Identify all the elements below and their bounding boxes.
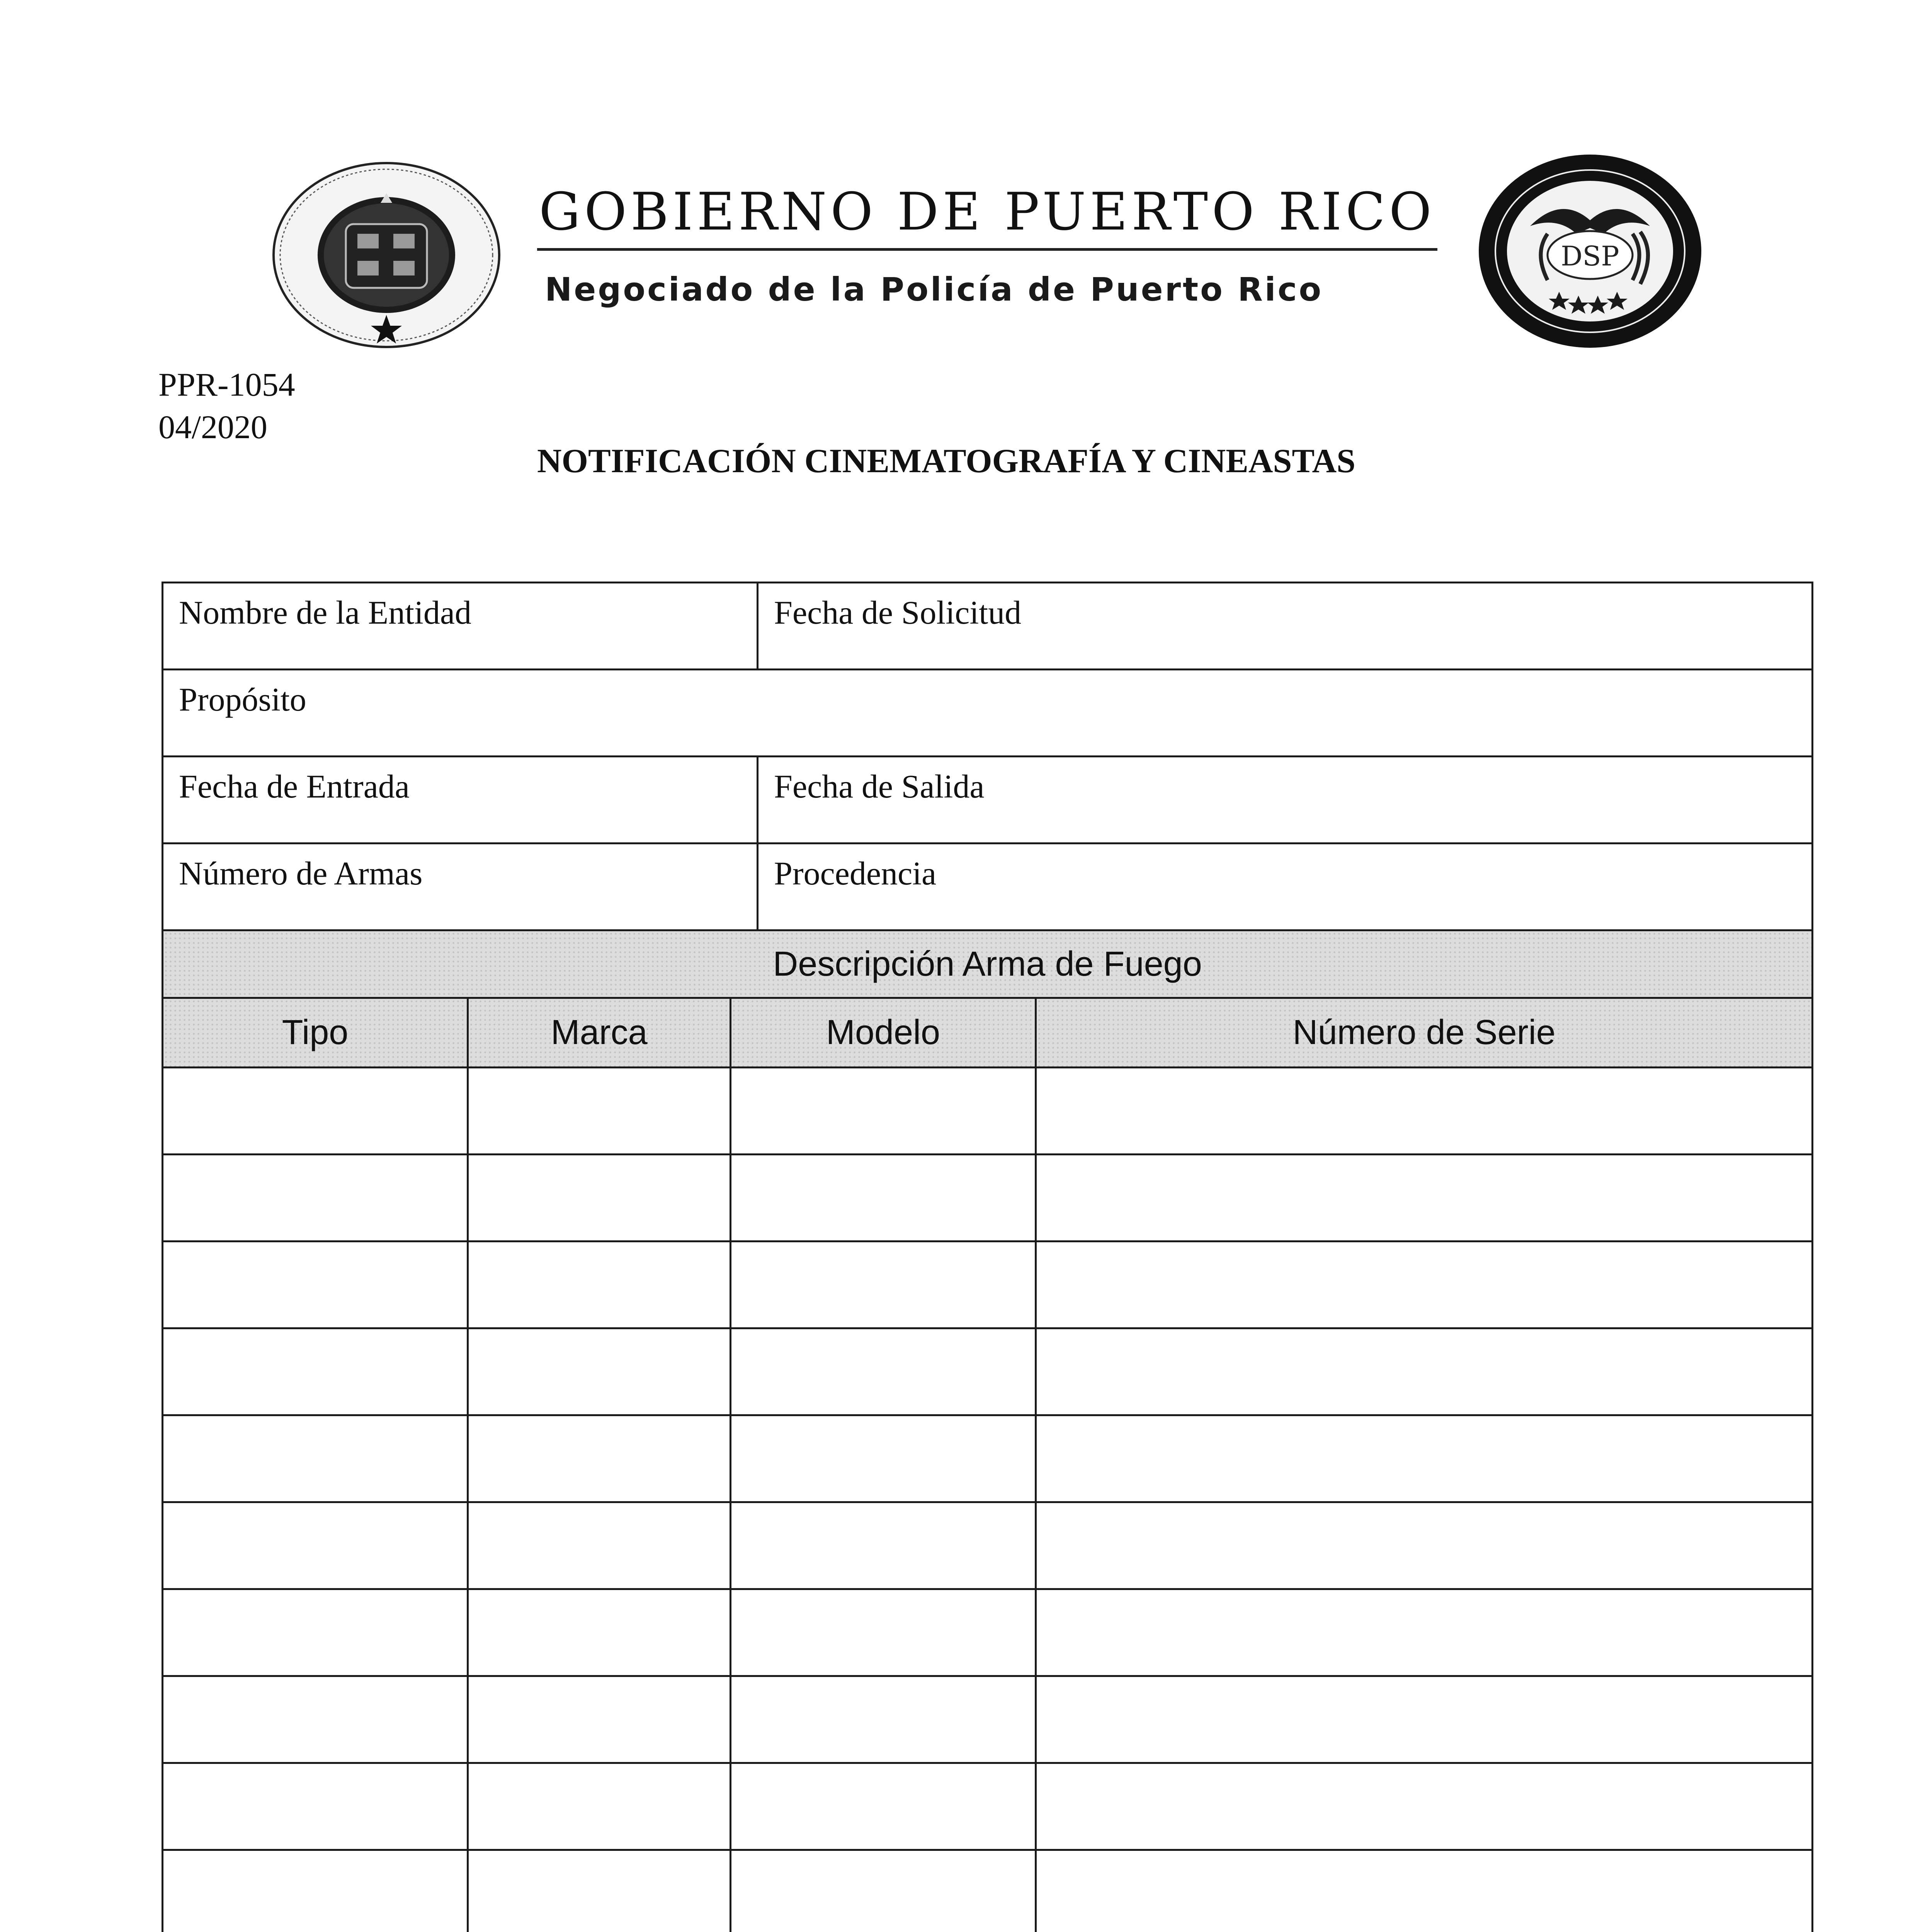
dsp-seal-icon [1476, 153, 1704, 350]
brand-cell[interactable] [468, 1242, 731, 1328]
model-cell[interactable] [731, 1850, 1036, 1932]
model-cell[interactable] [731, 1763, 1036, 1850]
type-cell[interactable] [163, 1068, 468, 1155]
request-date-label: Fecha de Solicitud [774, 594, 1022, 631]
type-cell[interactable] [163, 1763, 468, 1850]
purpose-field[interactable] [163, 670, 1813, 757]
form-row-dates [163, 757, 1813, 844]
brand-cell[interactable] [468, 1415, 731, 1502]
brand-cell[interactable] [468, 1068, 731, 1155]
firearm-row [163, 1328, 1813, 1415]
column-header-serial-number: Número de Serie [1036, 998, 1813, 1068]
agency-subtitle: Negociado de la Policía de Puerto Rico [545, 270, 1323, 308]
brand-cell[interactable] [468, 1850, 731, 1932]
form-row-weapons [163, 844, 1813, 930]
svg-text:DSP: DSP [1561, 240, 1619, 272]
firearm-row [163, 1676, 1813, 1763]
brand-cell[interactable] [468, 1155, 731, 1242]
brand-cell[interactable] [468, 1763, 731, 1850]
serial-number-cell[interactable] [1036, 1676, 1813, 1763]
serial-number-cell[interactable] [1036, 1502, 1813, 1589]
weapon-count-field[interactable] [163, 844, 758, 930]
firearm-section-header-row [163, 930, 1813, 998]
entity-name-label: Nombre de la Entidad [179, 594, 472, 631]
government-seal-icon [270, 160, 502, 350]
column-header-model: Modelo [731, 998, 1036, 1068]
firearm-row [163, 1763, 1813, 1850]
document-title: NOTIFICACIÓN CINEMATOGRAFÍA Y CINEASTAS [537, 442, 1355, 480]
type-cell[interactable] [163, 1242, 468, 1328]
form-code: PPR-1054 [158, 366, 295, 403]
serial-number-cell[interactable] [1036, 1242, 1813, 1328]
title-divider [537, 248, 1437, 251]
type-cell[interactable] [163, 1676, 468, 1763]
column-header-type: Tipo [163, 998, 468, 1068]
model-cell[interactable] [731, 1242, 1036, 1328]
exit-date-label: Fecha de Salida [774, 768, 985, 805]
serial-number-cell[interactable] [1036, 1415, 1813, 1502]
brand-cell[interactable] [468, 1676, 731, 1763]
firearm-row [163, 1502, 1813, 1589]
serial-number-cell[interactable] [1036, 1589, 1813, 1676]
model-cell[interactable] [731, 1415, 1036, 1502]
serial-number-cell[interactable] [1036, 1328, 1813, 1415]
form-revision-date: 04/2020 [158, 408, 267, 446]
firearm-rows [163, 1068, 1813, 1932]
brand-cell[interactable] [468, 1589, 731, 1676]
request-date-field[interactable] [758, 583, 1813, 670]
brand-cell[interactable] [468, 1328, 731, 1415]
firearm-row [163, 1155, 1813, 1242]
exit-date-field[interactable] [758, 757, 1813, 844]
type-cell[interactable] [163, 1850, 468, 1932]
firearm-row [163, 1068, 1813, 1155]
type-cell[interactable] [163, 1155, 468, 1242]
purpose-label: Propósito [179, 681, 306, 718]
model-cell[interactable] [731, 1502, 1036, 1589]
model-cell[interactable] [731, 1068, 1036, 1155]
model-cell[interactable] [731, 1328, 1036, 1415]
firearm-row [163, 1242, 1813, 1328]
model-cell[interactable] [731, 1589, 1036, 1676]
type-cell[interactable] [163, 1502, 468, 1589]
column-header-brand: Marca [468, 998, 731, 1068]
type-cell[interactable] [163, 1415, 468, 1502]
brand-cell[interactable] [468, 1502, 731, 1589]
serial-number-cell[interactable] [1036, 1155, 1813, 1242]
firearm-section-title: Descripción Arma de Fuego [163, 930, 1813, 998]
model-cell[interactable] [731, 1676, 1036, 1763]
firearm-row [163, 1589, 1813, 1676]
serial-number-cell[interactable] [1036, 1850, 1813, 1932]
serial-number-cell[interactable] [1036, 1763, 1813, 1850]
entity-name-field[interactable] [163, 583, 758, 670]
type-cell[interactable] [163, 1328, 468, 1415]
firearm-row [163, 1850, 1813, 1932]
entry-date-label: Fecha de Entrada [179, 768, 410, 805]
serial-number-cell[interactable] [1036, 1068, 1813, 1155]
origin-field[interactable] [758, 844, 1813, 930]
entry-date-field[interactable] [163, 757, 758, 844]
firearm-row [163, 1415, 1813, 1502]
weapon-count-label: Número de Armas [179, 855, 423, 892]
model-cell[interactable] [731, 1155, 1036, 1242]
origin-label: Procedencia [774, 855, 937, 892]
government-title: GOBIERNO DE PUERTO RICO [539, 182, 1435, 242]
form-row-entity [163, 583, 1813, 670]
form-row-purpose [163, 670, 1813, 757]
firearm-column-header-row [163, 998, 1813, 1068]
notification-form-table [162, 582, 1813, 1932]
type-cell[interactable] [163, 1589, 468, 1676]
